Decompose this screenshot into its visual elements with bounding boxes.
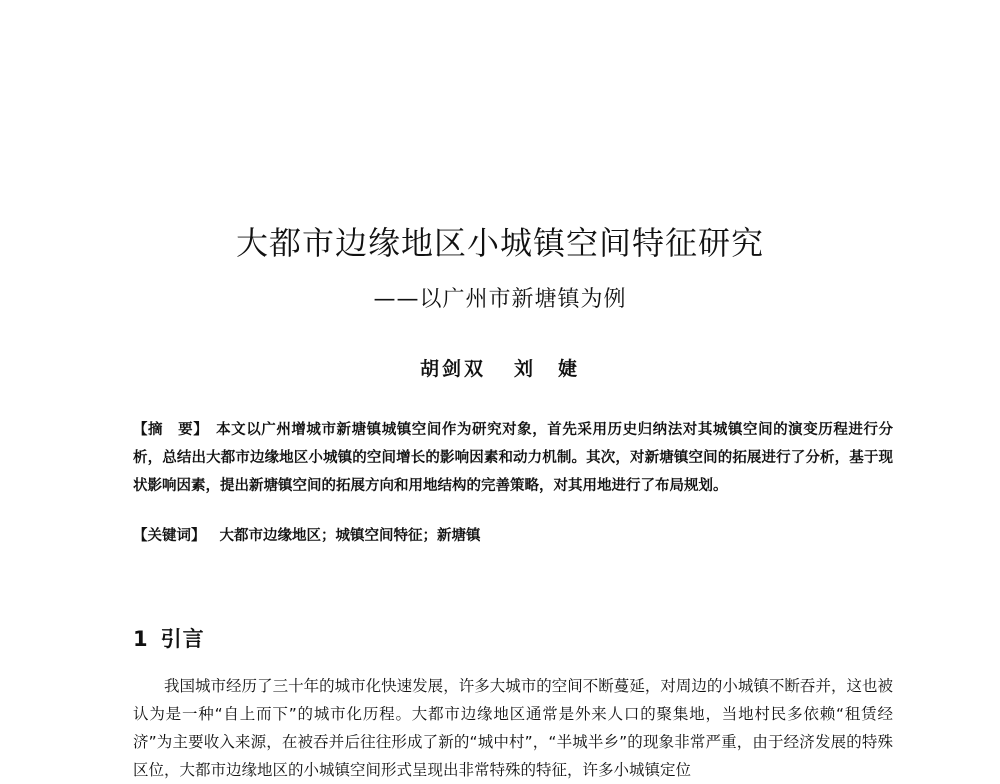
paper-title: 大都市边缘地区小城镇空间特征研究 — [235, 224, 764, 262]
author-name: 刘 婕 — [514, 358, 581, 380]
keywords — [133, 522, 893, 550]
author-list — [0, 354, 1000, 381]
keywords-label: 【关键词】 — [133, 527, 206, 544]
keyword: ； 城镇空间特征 — [321, 527, 423, 544]
abstract — [133, 416, 893, 500]
section-number: 1 — [133, 627, 149, 652]
body-paragraph: 我国城市经历了三十年的城市化快速发展，许多大城市的空间不断蔓延，对周边的小城镇不断吞并，这也被认为是一种“自上而下”的城市化历程。大都市边缘地区通常是外来人口的聚集地，当地村民多依赖“租赁经济”为主要收入来源，在被吞并后往往形成了新的“城中村”，“半城半乡”的现象非常严重，由于经济发展的特殊区位，大都市边缘地区的小城镇空间形式呈现出非常特殊的特征，许多小城镇定位 — [133, 677, 893, 779]
abstract-text: 本文以广州增城市新塘镇城镇空间作为研究对象，首先采用历史归纳法对其城镇空间的演变历程进行分析，总结出大都市边缘地区小城镇的空间增长的影响因素和动力机制。其次，对新塘镇空间的拓展进行了分析，基于现状影响因素，提出新塘镇空间的拓展方向和用地结构的完善策略，对其用地进行了布局规划。 — [133, 421, 894, 494]
keyword: ； 新塘镇 — [423, 527, 481, 544]
keywords-list — [220, 527, 481, 544]
keyword: 大都市边缘地区 — [219, 527, 321, 544]
section-title: 引言 — [160, 627, 205, 652]
paper-subtitle: ——以广州市新塘镇为例 — [373, 287, 627, 312]
abstract-label: 【摘 要】 — [133, 421, 202, 438]
section-heading — [133, 623, 205, 653]
author-name: 胡剑双 — [419, 358, 486, 380]
